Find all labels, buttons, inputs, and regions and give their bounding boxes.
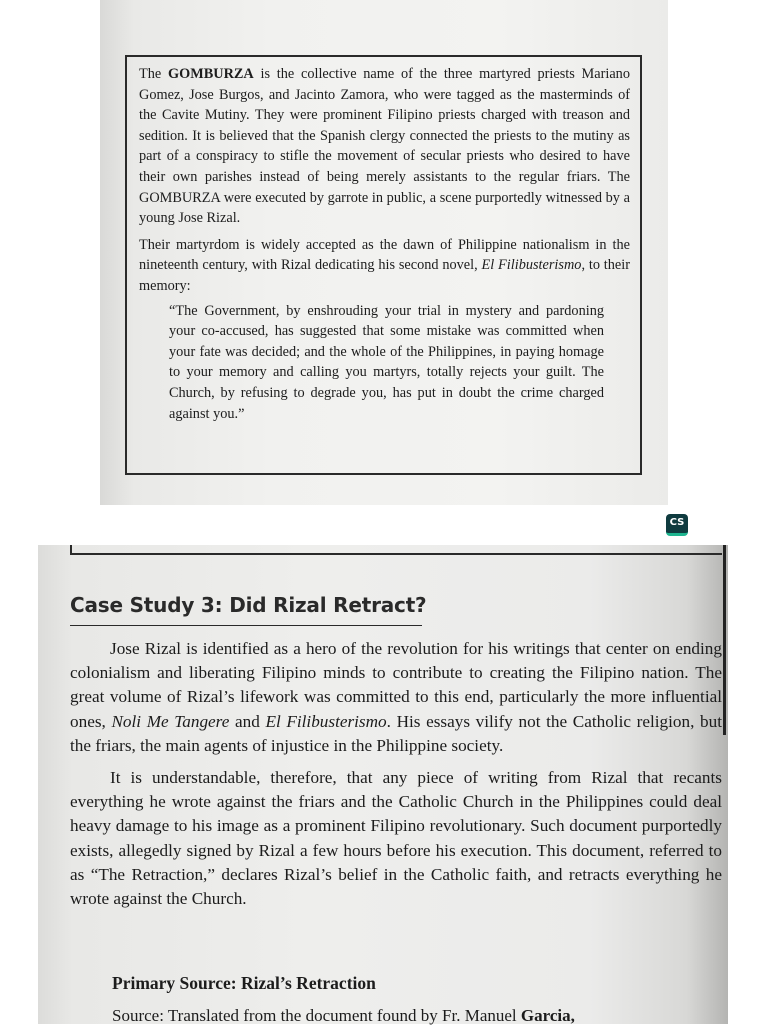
gomburza-paragraph-2: Their martyrdom is widely accepted as the dawn of Philippine nationalism in the nineteenth century, with Rizal dedicating his second novel, El Filibusterismo, to their memory: xyxy=(139,236,630,294)
camscanner-badge-icon: CS xyxy=(666,514,688,536)
primary-source-heading: Primary Source: Rizal’s Retraction xyxy=(112,973,376,993)
gomburza-text-box xyxy=(125,55,642,475)
novel-title: El Filibusterismo xyxy=(481,257,582,274)
case-study-body xyxy=(70,637,722,911)
scanned-page-top xyxy=(100,0,668,505)
novel-title-fili: El Filibusterismo xyxy=(265,711,387,731)
gomburza-paragraph-1: The GOMBURZA is the collective name of the three martyred priests Mariano Gomez, Jose Burgos, and Jacinto Zamora, who were tagged as the masterminds of the Cavite Mutiny. They were prominent Filipino priests charged with treason and sedition. It is believed that the Spanish clergy connected the priests to the mutiny as part of a conspiracy to stifle the movement of secular priests who desired to have their own parishes instead of being merely assistants to the regular friars. The GOMBURZA were executed by garrote in public, a scene purportedly witnessed by a young Jose Rizal. xyxy=(139,66,630,227)
case-study-paragraph-2: It is understandable, therefore, that any piece of writing from Rizal that recants everything he wrote against the friars and the Catholic Church in the Philippines could deal heavy damage to his image as a prominent Filipino revolutionary. Such document purportedly exists, allegedly signed by Rizal a few hours before his execution. This document, referred to as “The Retraction,” declares Rizal’s belief in the Catholic faith, and retracts everything he wrote against the Church. xyxy=(70,768,722,909)
case-study-paragraph-1: Jose Rizal is identified as a hero of the revolution for his writings that center on ending colonialism and liberating Filipino minds to contribute to creating the Filipino nation. The great volume of Rizal’s lifework was committed to this end, particularly the more influential ones, Noli Me Tangere and El Filibusterismo. His essays vilify not the Catholic religion, but the friars, the main agents of injustice in the Philippine society. xyxy=(70,639,722,755)
novel-title-noli: Noli Me Tangere xyxy=(111,711,230,731)
page-edge-shadow xyxy=(723,545,726,735)
previous-box-border xyxy=(70,545,722,555)
gomburza-bold-term: GOMBURZA xyxy=(167,66,254,82)
title-underline xyxy=(70,625,422,626)
dedication-quote: “The Government, by enshrouding your trial in mystery and pardoning your co-accused, has suggested that some mistake was committed when your fate was decided; and the whole of the Philippines, in paying homage to your memory and calling you martyrs, totally rejects your guilt. The Church, by refusing to degrade you, has put in doubt the crime charged against you.” xyxy=(169,302,604,422)
case-study-title: Case Study 3: Did Rizal Retract? xyxy=(70,593,427,617)
source-line: Source: Translated from the document found by Fr. Manuel Garcia, xyxy=(112,1006,575,1025)
scanned-page-bottom xyxy=(38,545,728,1024)
